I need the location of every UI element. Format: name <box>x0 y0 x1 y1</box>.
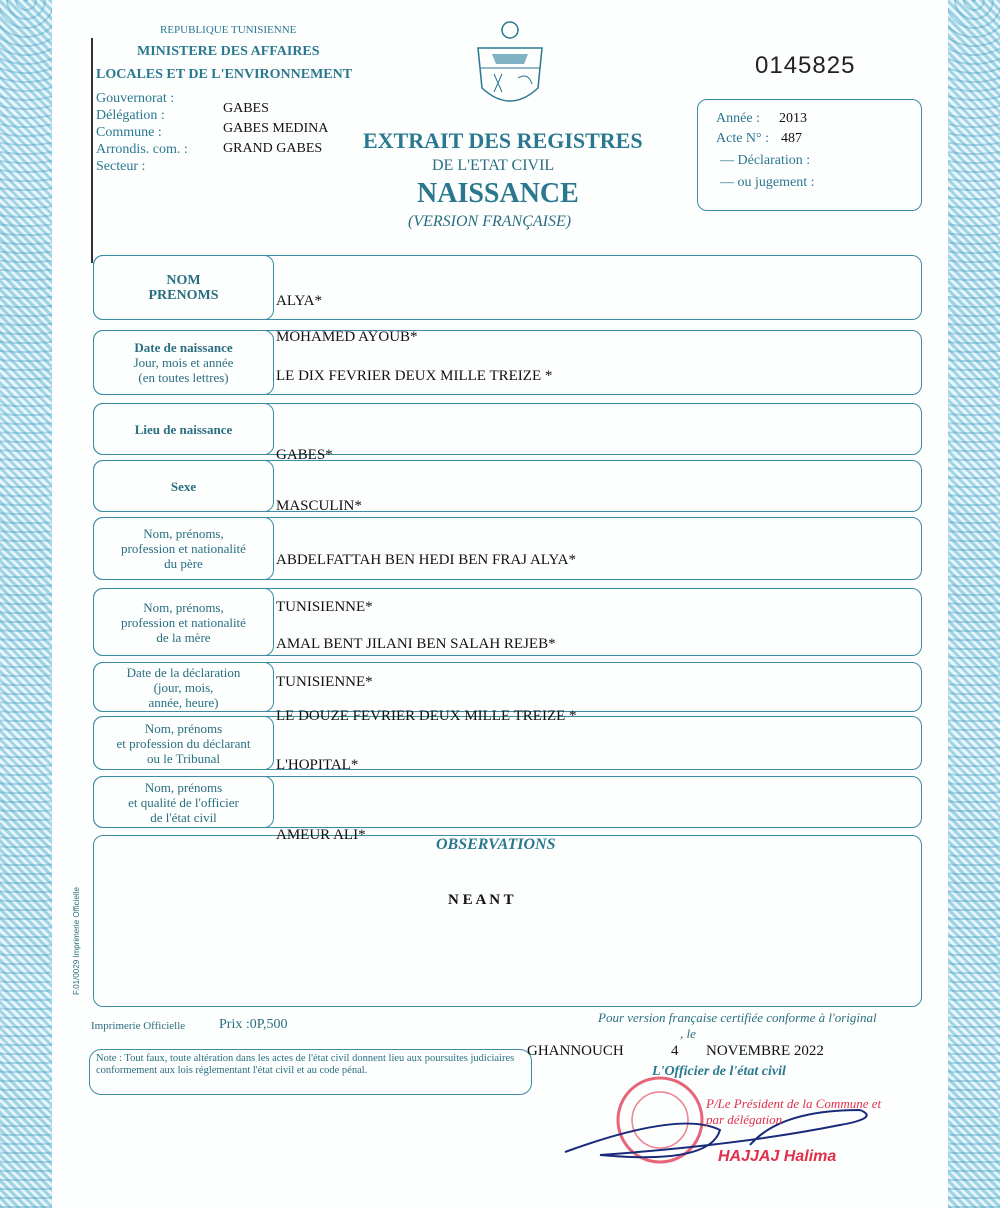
label-lieu-naissance: Lieu de naissance <box>93 403 274 455</box>
serial-number: 0145825 <box>755 52 856 79</box>
label-date-declaration: Date de la déclaration (jour, mois, année, heure) <box>93 662 274 712</box>
ministry-line-2: LOCALES ET DE L'ENVIRONNEMENT <box>96 67 353 82</box>
label-secteur: Secteur : <box>96 159 146 174</box>
label-mere: Nom, prénoms, profession et nationalité de la mère <box>93 588 274 656</box>
legal-note: Note : Tout faux, toute altération dans les actes de l'état civil donnent lieu aux poursuites judiciaires conformement aux lois réglementant l'état civil et au code pénal. <box>96 1053 515 1076</box>
tunisia-emblem-icon <box>472 18 548 114</box>
stamp-text: P/Le Président de la Commune et par délégation <box>706 1096 882 1127</box>
label-delegation: Délégation : <box>96 108 165 123</box>
issue-month-year: NOVEMBRE 2022 <box>706 1043 824 1059</box>
republic-label: REPUBLIQUE TUNISIENNE <box>160 24 297 36</box>
value-prenoms: MOHAMED AYOUB* <box>276 329 418 345</box>
label-date-naissance <box>93 330 274 395</box>
value-lieu-naissance: GABES* <box>276 447 333 463</box>
observations-text: N E A N T <box>448 892 514 908</box>
label-sexe: Sexe <box>93 460 274 512</box>
version-label: (VERSION FRANÇAISE) <box>408 213 572 230</box>
date-prefix: , le <box>680 1026 696 1041</box>
printer-label: Imprimerie Officielle <box>91 1020 186 1032</box>
value-arrondissement: GRAND GABES <box>223 141 323 156</box>
value-nationalite-pere: TUNISIENNE* <box>276 599 373 615</box>
admin-labels <box>96 90 188 175</box>
price-label: Prix :0P,500 <box>219 1017 288 1032</box>
officer-title: L'Officier de l'état civil <box>652 1064 786 1079</box>
label-arrondissement: Arrondis. com. : <box>96 142 188 157</box>
value-sexe: MASCULIN* <box>276 498 362 514</box>
jugement-label: — ou jugement : <box>720 175 815 190</box>
label-declarant: Nom, prénoms et profession du déclarant ou le Tribunal <box>93 716 274 770</box>
label-date-naissance-title: Date de naissance <box>134 340 233 355</box>
acte-label: Acte N° : <box>716 131 770 146</box>
title-line-2: DE L'ETAT CIVIL <box>432 157 555 174</box>
issue-day: 4 <box>671 1043 679 1059</box>
label-gouvernorat: Gouvernorat : <box>96 91 175 106</box>
value-pere: ABDELFATTAH BEN HEDI BEN FRAJ ALYA* <box>276 552 576 568</box>
document-type-title: NAISSANCE <box>417 178 579 209</box>
annee-label: Année : <box>716 111 760 126</box>
label-date-naissance-sub: Jour, mois et année (en toutes lettres) <box>133 355 234 385</box>
label-nom-prenoms: NOM PRENOMS <box>93 255 274 320</box>
label-commune: Commune : <box>96 125 162 140</box>
side-print-reference: F.01/0029 Imprimerie Officielle <box>72 887 81 995</box>
label-pere: Nom, prénoms, profession et nationalité du père <box>93 517 274 580</box>
value-date-naissance: LE DIX FEVRIER DEUX MILLE TREIZE * <box>276 368 553 384</box>
declaration-label: — Déclaration : <box>720 153 811 168</box>
value-nom: ALYA* <box>276 293 322 309</box>
label-officier: Nom, prénoms et qualité de l'officier de l'état civil <box>93 776 274 828</box>
guilloche-border-left <box>0 0 52 1208</box>
admin-values <box>223 99 328 159</box>
value-gouvernorat: GABES <box>223 101 269 116</box>
acte-value: 487 <box>781 131 802 146</box>
guilloche-border-right <box>948 0 1000 1208</box>
stamp-officer-name: HAJJAJ Halima <box>718 1148 837 1165</box>
ministry-line-1: MINISTERE DES AFFAIRES <box>137 44 320 59</box>
value-delegation: GABES MEDINA <box>223 121 329 136</box>
value-officier: AMEUR ALI* <box>276 827 366 843</box>
value-date-declaration: LE DOUZE FEVRIER DEUX MILLE TREIZE * <box>276 708 577 724</box>
observations-title: OBSERVATIONS <box>436 836 556 853</box>
annee-value: 2013 <box>779 111 807 126</box>
header-rule <box>91 38 93 263</box>
observations-box <box>93 835 922 1007</box>
issue-place: GHANNOUCH <box>527 1043 624 1059</box>
title-line-1: EXTRAIT DES REGISTRES <box>363 128 643 153</box>
value-declarant: L'HOPITAL* <box>276 757 359 773</box>
value-nationalite-mere: TUNISIENNE* <box>276 674 373 690</box>
value-mere: AMAL BENT JILANI BEN SALAH REJEB* <box>276 636 556 652</box>
certification-text: Pour version française certifiée conforme à l'original <box>598 1010 877 1025</box>
